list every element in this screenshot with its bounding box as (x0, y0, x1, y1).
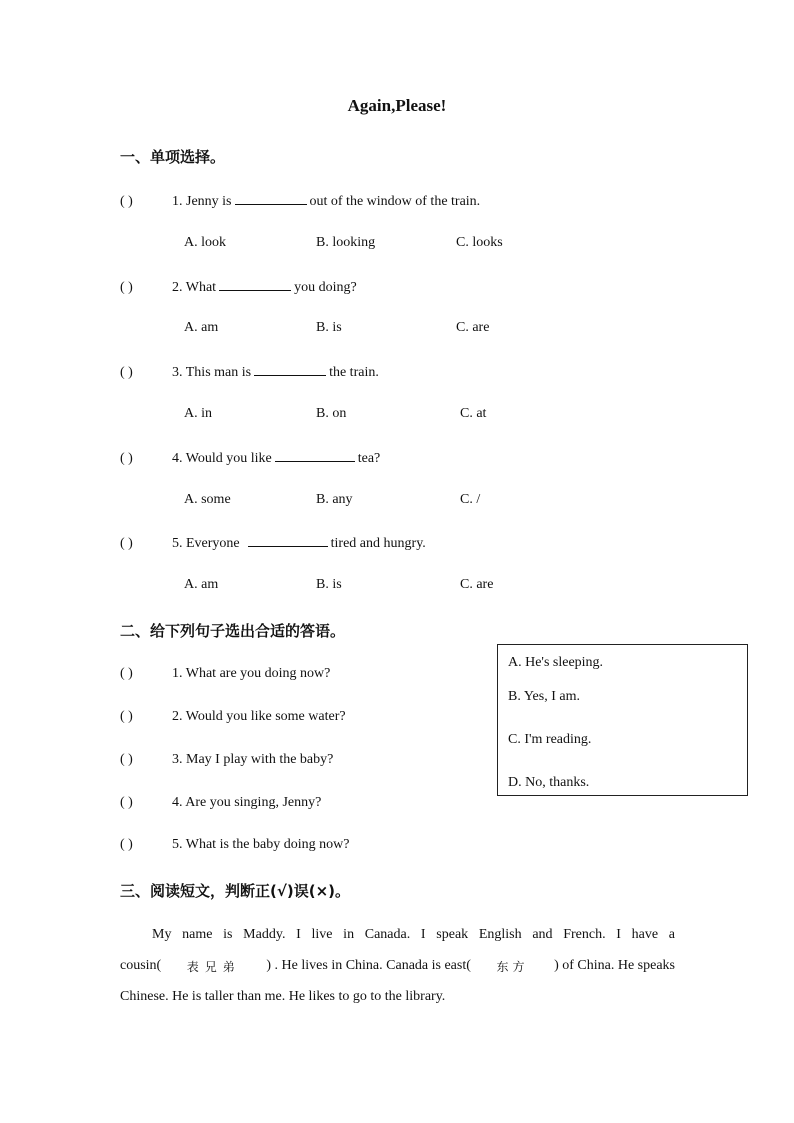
answer-paren[interactable]: ( ) (120, 280, 133, 295)
fill-blank[interactable] (254, 363, 326, 376)
question-text: you doing? (294, 280, 357, 295)
answer-paren[interactable]: ( ) (120, 666, 133, 681)
answer-paren[interactable]: ( ) (120, 194, 133, 209)
fill-blank[interactable] (235, 192, 307, 205)
question-text: the train. (329, 365, 379, 380)
answer-b: B. Yes, I am. (508, 689, 580, 704)
answer-paren[interactable]: ( ) (120, 752, 133, 767)
question-text: 4. Are you singing, Jenny? (172, 795, 322, 810)
answer-d: D. No, thanks. (508, 775, 590, 790)
s2-question-5 (120, 837, 349, 853)
s1-q4-option-a: A. some (184, 492, 231, 507)
page-title: Again,Please! (347, 96, 447, 115)
s1-q5-option-c: C. are (460, 577, 494, 592)
question-text: tea? (357, 451, 381, 466)
answer-paren[interactable]: ( ) (120, 709, 133, 724)
section-2-heading: 二、给下列句子选出合适的答语。 (120, 622, 346, 640)
passage-fragment: ) . He lives in China. Canada is east( (266, 958, 471, 973)
s1-question-4 (120, 449, 380, 467)
chinese-gloss: 东方 (496, 960, 529, 974)
chinese-gloss: 表兄弟 (186, 960, 241, 974)
s1-q1-option-c: C. looks (456, 235, 503, 250)
question-text: 5. What is the baby doing now? (172, 837, 350, 852)
s1-q1-option-a: A. look (184, 235, 226, 250)
section-1-heading: 一、单项选择。 (120, 148, 226, 166)
s1-question-5 (120, 534, 426, 552)
question-text: 3. May I play with the baby? (172, 752, 334, 767)
passage-line-1: My name is Maddy. I live in Canada. I speak English and French. I have a (152, 927, 675, 942)
question-text: 4. Would you like (172, 451, 272, 466)
s1-q4-option-b: B. any (316, 492, 353, 507)
fill-blank[interactable] (275, 449, 355, 462)
s2-question-2 (120, 709, 346, 725)
answer-c: C. I'm reading. (508, 732, 592, 747)
question-text: 1. What are you doing now? (172, 666, 331, 681)
s1-q5-option-b: B. is (316, 577, 342, 592)
s1-q4-option-c: C. / (460, 492, 481, 507)
answer-box (497, 644, 748, 796)
s1-q2-option-c: C. are (456, 320, 490, 335)
section-3-heading: 三、阅读短文，判断正(√)误(×)。 (120, 882, 350, 900)
question-text: 5. Everyone (172, 536, 240, 551)
answer-paren[interactable]: ( ) (120, 365, 133, 380)
question-text: 3. This man is (172, 365, 252, 380)
fill-blank[interactable] (248, 534, 328, 547)
s1-question-3 (120, 363, 379, 381)
s1-question-1 (120, 192, 480, 210)
question-text: 1. Jenny is (172, 194, 232, 209)
answer-a: A. He's sleeping. (508, 655, 604, 670)
s1-q3-option-c: C. at (460, 406, 487, 421)
question-text: 2. What (172, 280, 217, 295)
s1-q1-option-b: B. looking (316, 235, 376, 250)
question-text: out of the window of the train. (309, 194, 481, 209)
answer-paren[interactable]: ( ) (120, 795, 133, 810)
answer-paren[interactable]: ( ) (120, 837, 133, 852)
passage-line-3: Chinese. He is taller than me. He likes to go to the library. (120, 989, 446, 1004)
s2-question-4 (120, 795, 321, 811)
s1-q3-option-a: A. in (184, 406, 212, 421)
s2-question-3 (120, 752, 333, 768)
s1-q2-option-b: B. is (316, 320, 342, 335)
s2-question-1 (120, 666, 330, 682)
s1-q2-option-a: A. am (184, 320, 219, 335)
answer-paren[interactable]: ( ) (120, 536, 133, 551)
passage-fragment: ) of China. He speaks (554, 958, 675, 973)
question-text: 2. Would you like some water? (172, 709, 346, 724)
passage-line-2 (120, 958, 675, 975)
question-text: tired and hungry. (330, 536, 426, 551)
s1-q3-option-b: B. on (316, 406, 347, 421)
passage-fragment: cousin( (120, 958, 162, 973)
s1-question-2 (120, 278, 357, 296)
s1-q5-option-a: A. am (184, 577, 219, 592)
fill-blank[interactable] (219, 278, 291, 291)
answer-paren[interactable]: ( ) (120, 451, 133, 466)
